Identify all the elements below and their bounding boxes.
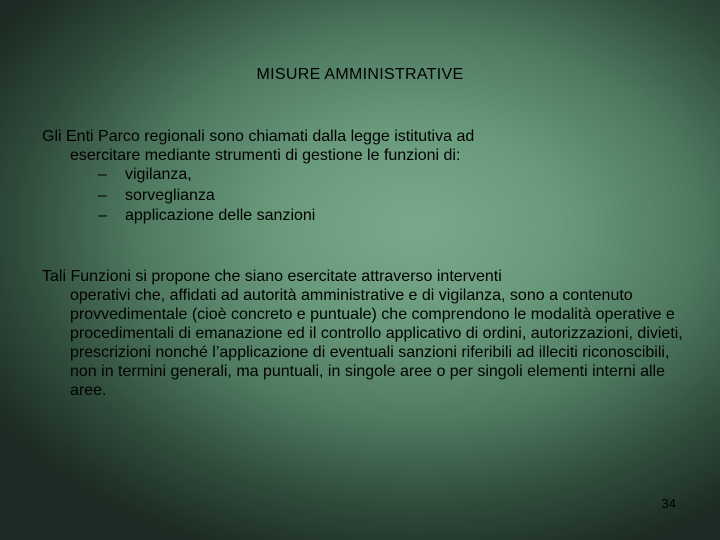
list-item-text: applicazione delle sanzioni (125, 207, 316, 224)
functions-paragraph-continuation: operativi che, affidati ad autorità amministrative e di vigilanza, sono a contenuto provvedimentale (cioè concreto e puntuale) che comprendono le modalità operative e procedimentali di emanazione ed il controllo applicativo di ordini, autorizzazioni, divieti, prescrizioni nonché l’applicazione di eventuali sanzioni riferibili ad illeciti riconoscibili, non in termini generali, ma puntuali, in singole aree o per singoli elementi interni alle aree. (70, 287, 683, 399)
list-item (98, 206, 632, 227)
list-item (98, 186, 632, 207)
slide-title: MISURE AMMINISTRATIVE (256, 66, 464, 83)
list-item (98, 165, 632, 186)
functions-list (42, 165, 632, 227)
page-number: 34 (661, 496, 676, 511)
intro-paragraph-first-line: Gli Enti Parco regionali sono chiamati dalla legge istitutiva ad (42, 128, 475, 145)
bullet-dash: – (98, 186, 107, 204)
list-item-text: vigilanza, (125, 166, 192, 183)
intro-paragraph-continuation: esercitare mediante strumenti di gestione le funzioni di: (70, 147, 461, 164)
bullet-dash: – (98, 166, 107, 183)
intro-paragraph (42, 127, 632, 227)
bullet-dash: – (98, 207, 107, 224)
functions-paragraph (42, 267, 692, 400)
functions-paragraph-first-line: Tali Funzioni si propone che siano esercitate attraverso interventi (42, 268, 502, 285)
list-item-text: sorveglianza (125, 186, 215, 204)
